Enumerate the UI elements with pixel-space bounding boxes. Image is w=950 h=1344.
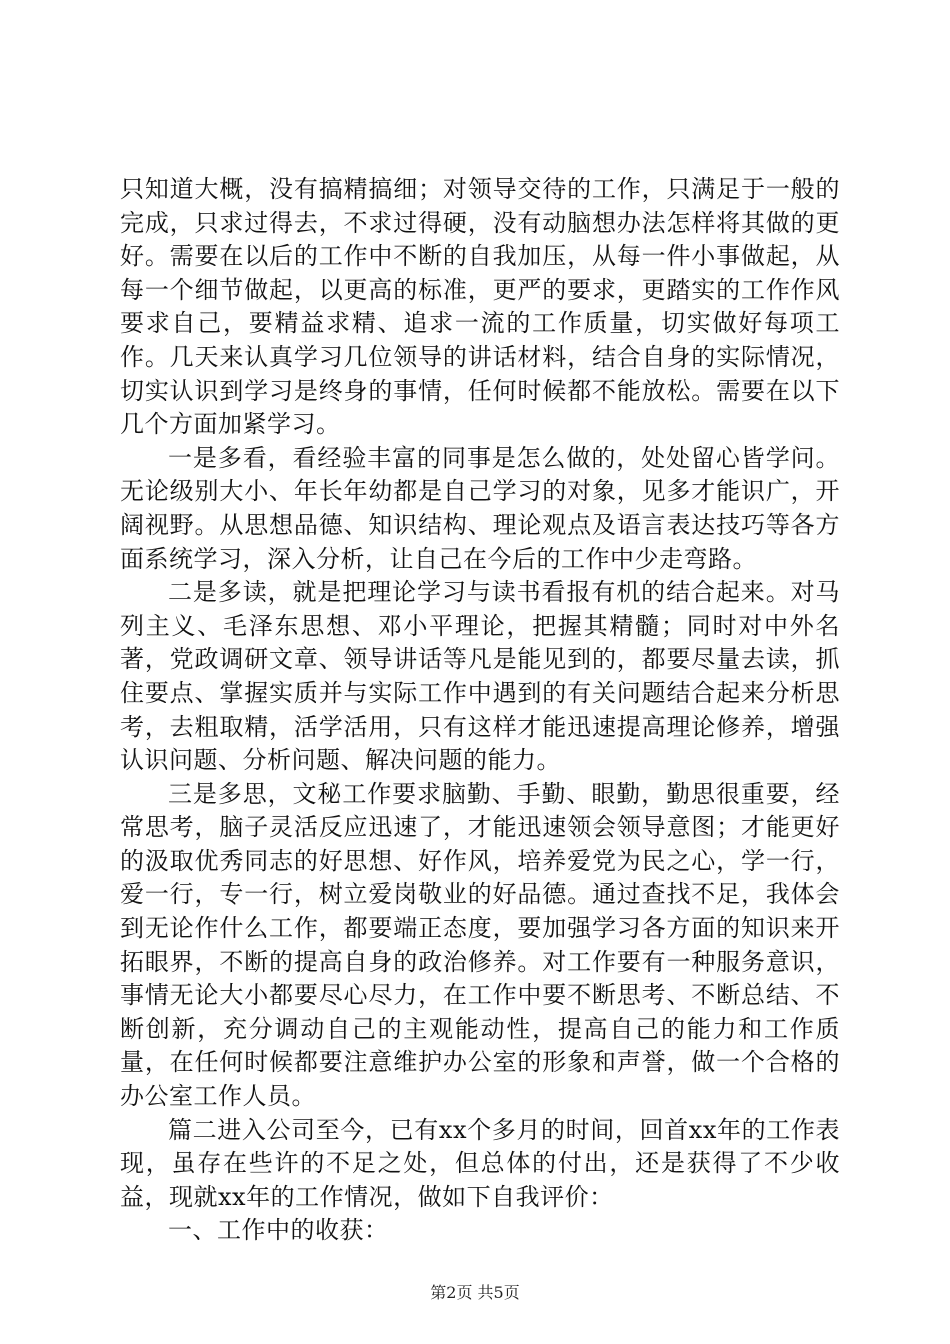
document-body bbox=[120, 173, 840, 1248]
paragraph-read-more: 二是多读，就是把理论学习与读书看报有机的结合起来。对马列主义、毛泽东思想、邓小平理论，把握其精髓；同时对中外名著，党政调研文章、领导讲话等凡是能见到的，都要尽量去读，抓住要点、掌握实质并与实际工作中遇到的有关问题结合起来分析思考，去粗取精，活学活用，只有这样才能迅速提高理论修养，增强认识问题、分析问题、解决问题的能力。 bbox=[120, 578, 840, 775]
paragraph-part-two-intro: 篇二进入公司至今，已有xx个多月的时间，回首xx年的工作表现，虽存在些许的不足之处，但总体的付出，还是获得了不少收益，现就xx年的工作情况，做如下自我评价： bbox=[120, 1115, 840, 1211]
paragraph-look-more: 一是多看，看经验丰富的同事是怎么做的，处处留心皆学问。无论级别大小、年长年幼都是自己学习的对象，见多才能识广，开阔视野。从思想品德、知识结构、理论观点及语言表达技巧等各方面系统学习，深入分析，让自己在今后的工作中少走弯路。 bbox=[120, 443, 840, 573]
paragraph-continuation: 只知道大概，没有搞精搞细；对领导交待的工作，只满足于一般的完成，只求过得去，不求过得硬，没有动脑想办法怎样将其做的更好。需要在以后的工作中不断的自我加压，从每一件小事做起，从每一个细节做起，以更高的标准，更严的要求，更踏实的工作作风要求自己，要精益求精、追求一流的工作质量，切实做好每项工作。几天来认真学习几位领导的讲话材料，结合自身的实际情况，切实认识到学习是终身的事情，任何时候都不能放松。需要在以下几个方面加紧学习。 bbox=[120, 175, 840, 439]
paragraph-think-more: 三是多思，文秘工作要求脑勤、手勤、眼勤，勤思很重要，经常思考，脑子灵活反应迅速了，才能迅速领会领导意图；才能更好的汲取优秀同志的好思想、好作风，培养爱党为民之心，学一行，爱一行，专一行，树立爱岗敬业的好品德。通过查找不足，我体会到无论作什么工作，都要端正态度，要加强学习各方面的知识来开拓眼界，不断的提高自身的政治修养。对工作要有一种服务意识，事情无论大小都要尽心尽力，在工作中要不断思考、不断总结、不断创新，充分调动自己的主观能动性，提高自己的能力和工作质量，在任何时候都要注意维护办公室的形象和声誉，做一个合格的办公室工作人员。 bbox=[120, 779, 840, 1111]
page-number-footer: 第2页 共5页 bbox=[430, 1283, 520, 1302]
section-heading-gains: 一、工作中的收获： bbox=[168, 1216, 389, 1245]
